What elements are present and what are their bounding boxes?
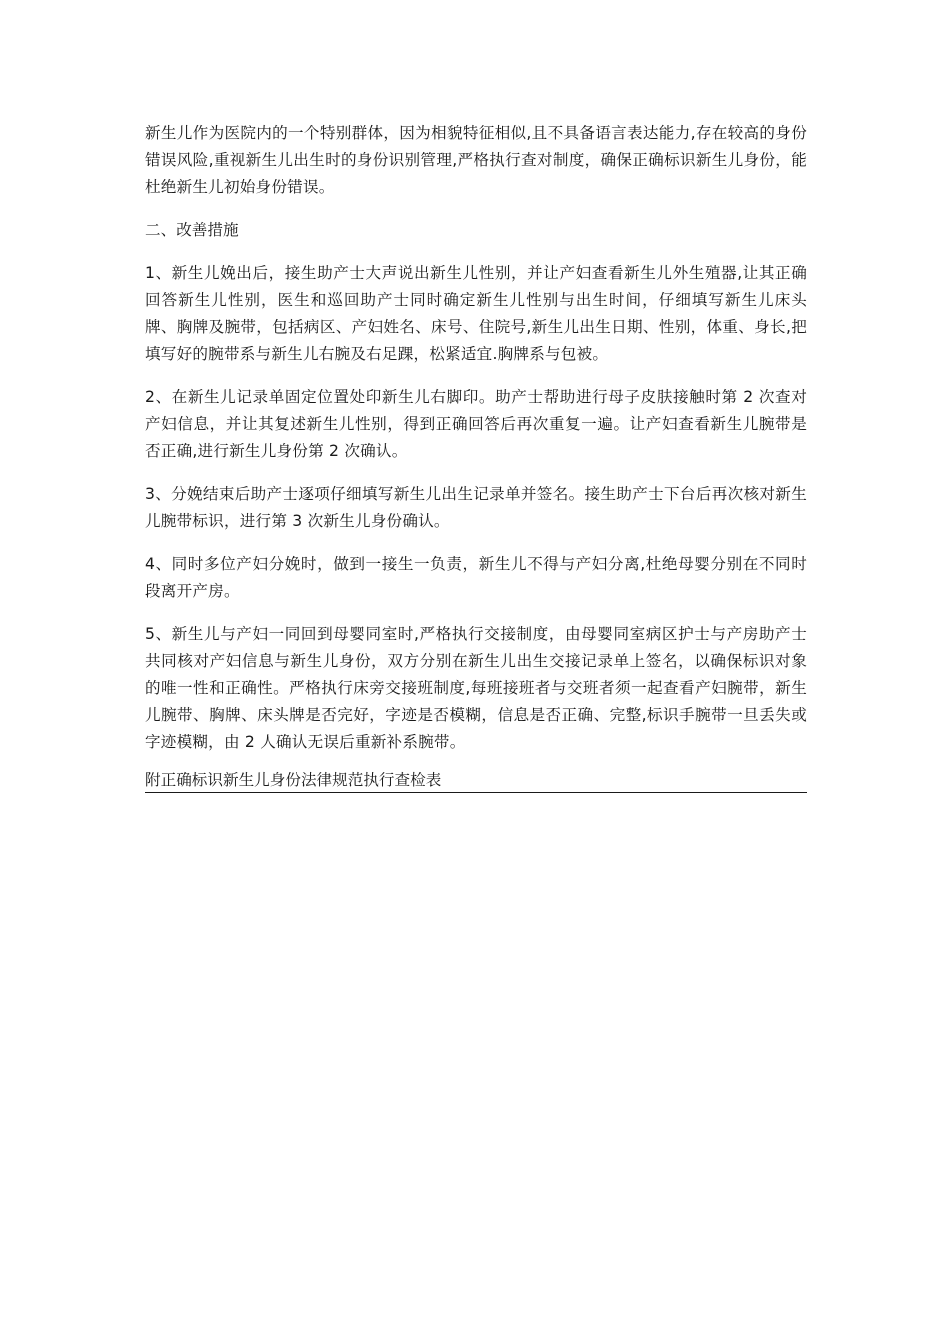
attachment-link[interactable]: 附正确标识新生儿身份法律规范执行查检表	[145, 768, 807, 793]
section-heading: 二、改善措施	[145, 221, 239, 239]
document-body	[145, 120, 807, 793]
measure-item-5: 5、新生儿与产妇一同回到母婴同室时,严格执行交接制度，由母婴同室病区护士与产房助产士共同核对产妇信息与新生儿身份，双方分别在新生儿出生交接记录单上签名，以确保标识对象的唯一性和正确性。严格执行床旁交接班制度,每班接班者与交班者须一起查看产妇腕带，新生儿腕带、胸牌、床头牌是否完好，字迹是否模糊，信息是否正确、完整,标识手腕带一旦丢失或字迹模糊，由 2 人确认无误后重新补系腕带。	[145, 625, 807, 751]
measure-item-1: 1、新生儿娩出后，接生助产士大声说出新生儿性别，并让产妇查看新生儿外生殖器,让其正确回答新生儿性别，医生和巡回助产士同时确定新生儿性别与出生时间，仔细填写新生儿床头牌、胸牌及腕带，包括病区、产妇姓名、床号、住院号,新生儿出生日期、性别，体重、身长,把填写好的腕带系与新生儿右腕及右足踝，松紧适宜.胸牌系与包被。	[145, 264, 807, 363]
intro-paragraph: 新生儿作为医院内的一个特别群体，因为相貌特征相似,且不具备语言表达能力,存在较高的身份错误风险,重视新生儿出生时的身份识别管理,严格执行查对制度，确保正确标识新生儿身份，能杜绝新生儿初始身份错误。	[145, 124, 807, 196]
measure-item-3: 3、分娩结束后助产士逐项仔细填写新生儿出生记录单并签名。接生助产士下台后再次核对新生儿腕带标识，进行第 3 次新生儿身份确认。	[145, 485, 807, 530]
measure-item-4: 4、同时多位产妇分娩时，做到一接生一负责，新生儿不得与产妇分离,杜绝母婴分别在不同时段离开产房。	[145, 555, 807, 600]
measure-item-2: 2、在新生儿记录单固定位置处印新生儿右脚印。助产士帮助进行母子皮肤接触时第 2 次查对产妇信息，并让其复述新生儿性别，得到正确回答后再次重复一遍。让产妇查看新生儿腕带是否正确,进行新生儿身份第 2 次确认。	[145, 388, 807, 460]
